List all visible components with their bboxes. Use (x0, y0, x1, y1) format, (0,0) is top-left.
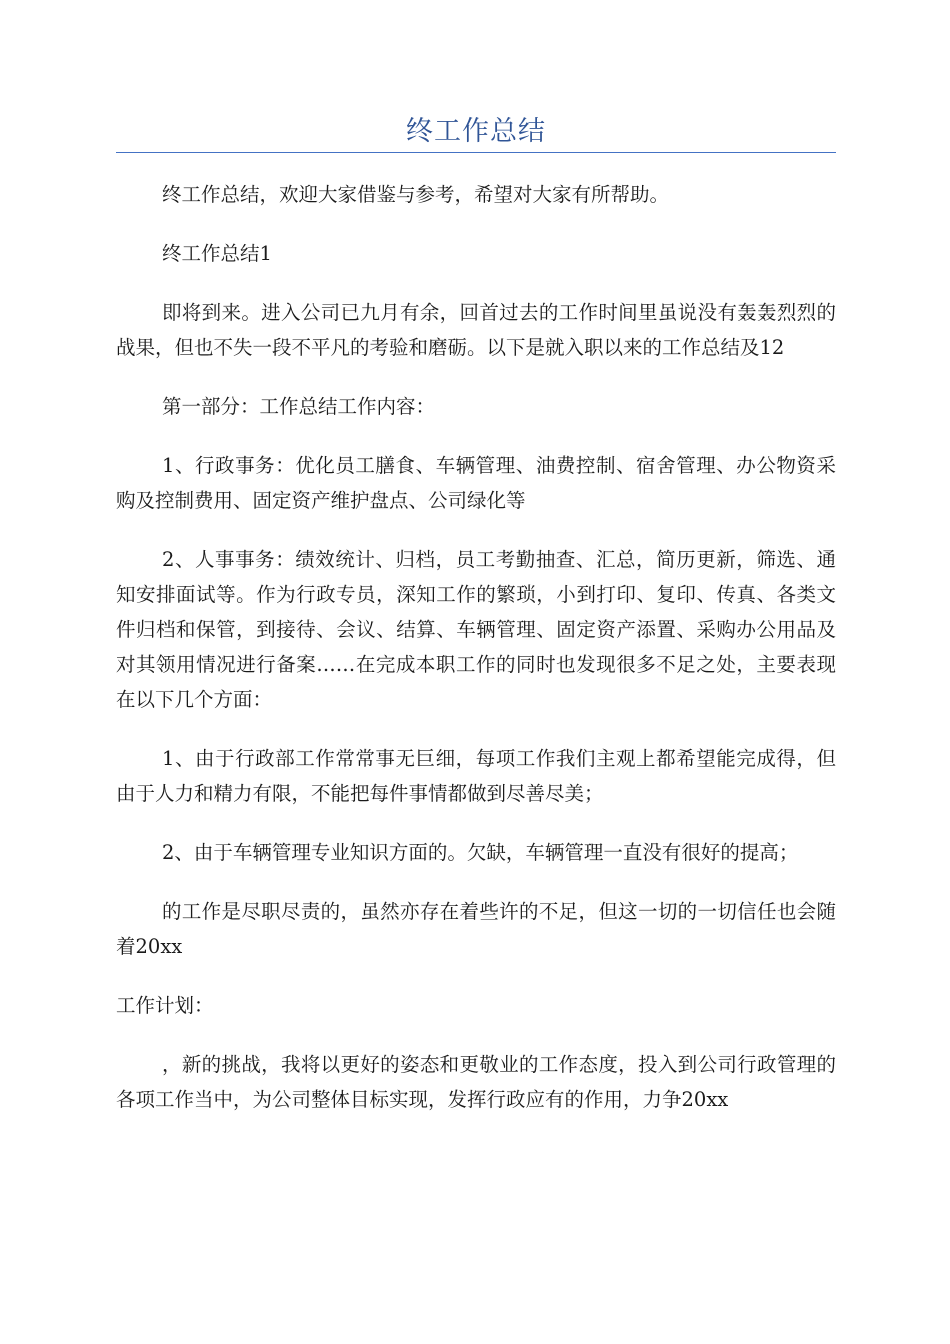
part-heading: 第一部分：工作总结工作内容： (162, 395, 436, 418)
document-body (116, 177, 836, 1117)
plan-heading: 工作计划： (116, 994, 214, 1017)
list-item: 2、人事事务：绩效统计、归档，员工考勤抽查、汇总，简历更新，筛选、通知安排面试等。作为行政专员，深知工作的繁琐，小到打印、复印、传真、各类文件归档和保管，到接待、会议、结算、车辆管理、固定资产添置、采购办公用品及对其领用情况进行备案……在完成本职工作的同时也发现很多不足之处，主要表现在以下几个方面： (116, 548, 836, 711)
list-item: 1、由于行政部工作常常事无巨细，每项工作我们主观上都希望能完成得，但由于人力和精力有限，不能把每件事情都做到尽善尽美； (116, 747, 836, 805)
title-underline (116, 152, 836, 153)
document-page (116, 0, 836, 1141)
list-item: 2、由于车辆管理专业知识方面的。欠缺，车辆管理一直没有很好的提高； (162, 841, 799, 864)
document-title: 终工作总结 (406, 116, 546, 147)
body-paragraph: 的工作是尽职尽责的，虽然亦存在着些许的不足，但这一切的一切信任也会随着20xx (116, 900, 836, 958)
body-paragraph: ，新的挑战，我将以更好的姿态和更敬业的工作态度，投入到公司行政管理的各项工作当中，为公司整体目标实现，发挥行政应有的作用，力争20xx (116, 1053, 836, 1111)
body-paragraph: 即将到来。进入公司已九月有余，回首过去的工作时间里虽说没有轰轰烈烈的战果，但也不失一段不平凡的考验和磨砺。以下是就入职以来的工作总结及12 (116, 301, 836, 359)
intro-paragraph: 终工作总结，欢迎大家借鉴与参考，希望对大家有所帮助。 (162, 183, 670, 206)
list-item: 1、行政事务：优化员工膳食、车辆管理、油费控制、宿舍管理、办公物资采购及控制费用、固定资产维护盘点、公司绿化等 (116, 454, 836, 512)
section-heading: 终工作总结1 (162, 242, 272, 265)
